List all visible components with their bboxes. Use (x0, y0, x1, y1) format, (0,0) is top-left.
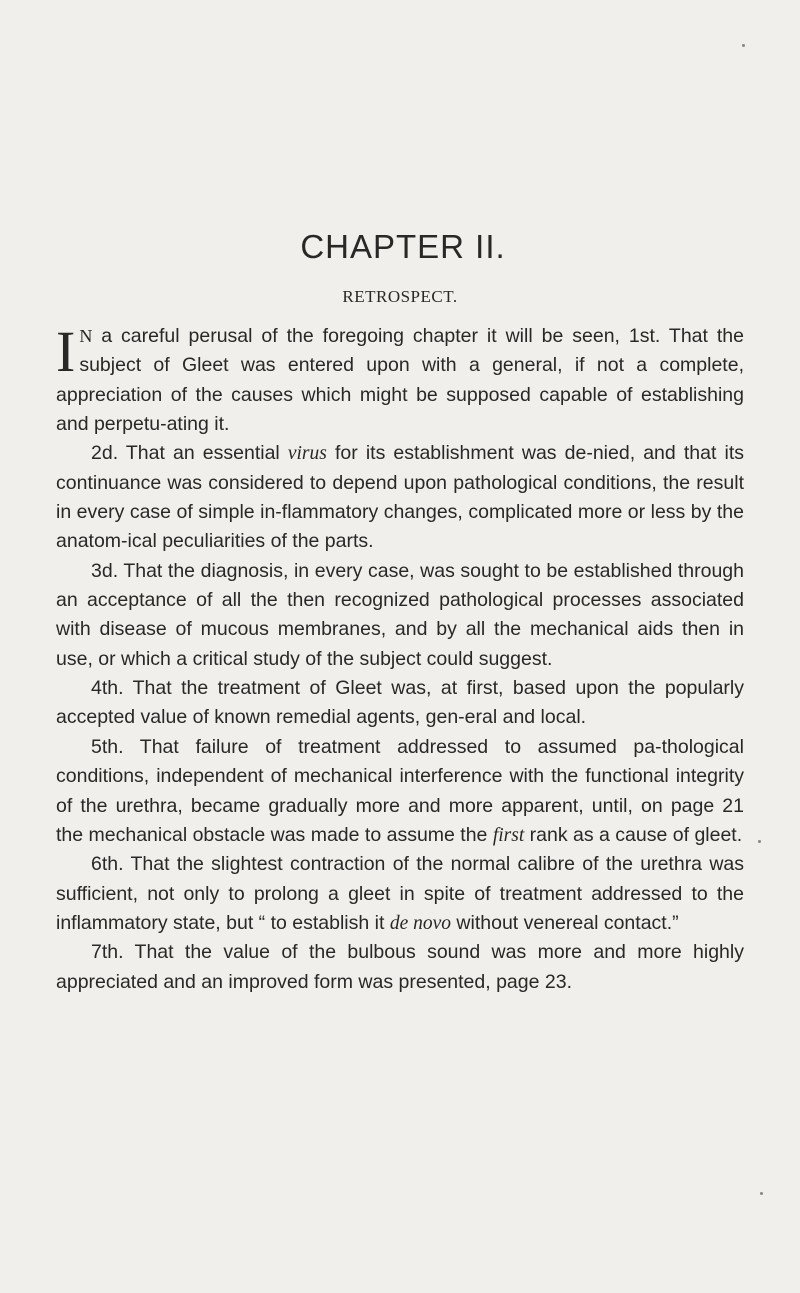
paragraph-text: 3d. That the diagnosis, in every case, was sought to be established through an acceptance of all the then recognized pathological processes associated with disease of mucous membranes, and by all the mechanical aids then in use, or which a critical study of the subject could suggest. (56, 559, 744, 670)
drop-cap: I (56, 319, 76, 384)
paragraph (56, 439, 744, 556)
italic-term: de novo (389, 912, 451, 934)
paragraph-text: 4th. That the treatment of Gleet was, at first, based upon the popularly accepted value of known remedial agents, gen-eral and local. (56, 677, 744, 729)
paragraph-text: without venereal contact.” (451, 911, 679, 934)
paragraph-text: a careful perusal of the foregoing chapter it will be seen, 1st. That the subject of Gleet was entered upon with a general, if not a complete, appreciation of the causes which might be supposed capable of establishing and perpetu-ating it. (56, 325, 744, 436)
italic-term: virus (287, 443, 327, 465)
paper-speck (742, 44, 745, 47)
paragraph (56, 733, 744, 850)
paragraph (56, 674, 744, 733)
paragraph-text: 2d. That an essential (91, 442, 288, 465)
paper-speck (758, 840, 761, 843)
paragraph-text: rank as a cause of gleet. (524, 823, 743, 846)
paragraph-text: 5th. That failure of treatment addressed to assumed pa-thological conditions, independent of mechanical interference with the functional integrity of the urethra, became gradually more and more apparent, until, on page 21 the mechanical obstacle was made to assume the (56, 735, 744, 846)
paper-speck (760, 1192, 763, 1195)
paragraph (56, 938, 744, 997)
paragraph-text: 6th. That the slightest contraction of the normal calibre of the urethra was sufficient, not only to prolong a gleet in spite of treatment addressed to the inflammatory state, but “ to establish it (56, 853, 744, 934)
paragraph (56, 557, 744, 674)
paragraph-text: 7th. That the value of the bulbous sound was more and more highly appreciated and an improved form was presented, page 23. (56, 941, 744, 993)
chapter-title: CHAPTER II. (300, 228, 506, 265)
paragraph (56, 319, 744, 439)
body-text (56, 319, 744, 997)
italic-term: first (492, 824, 525, 846)
paragraph (56, 850, 744, 938)
section-title: RETROSPECT. (342, 287, 458, 306)
lead-letters: N (79, 326, 93, 346)
paragraph-text: for its establishment was de-nied, and that its continuance was considered to depend upon pathological conditions, the result in every case of simple in-flammatory changes, complicated more or less by the anatom-ical peculiarities of the parts. (56, 442, 744, 553)
